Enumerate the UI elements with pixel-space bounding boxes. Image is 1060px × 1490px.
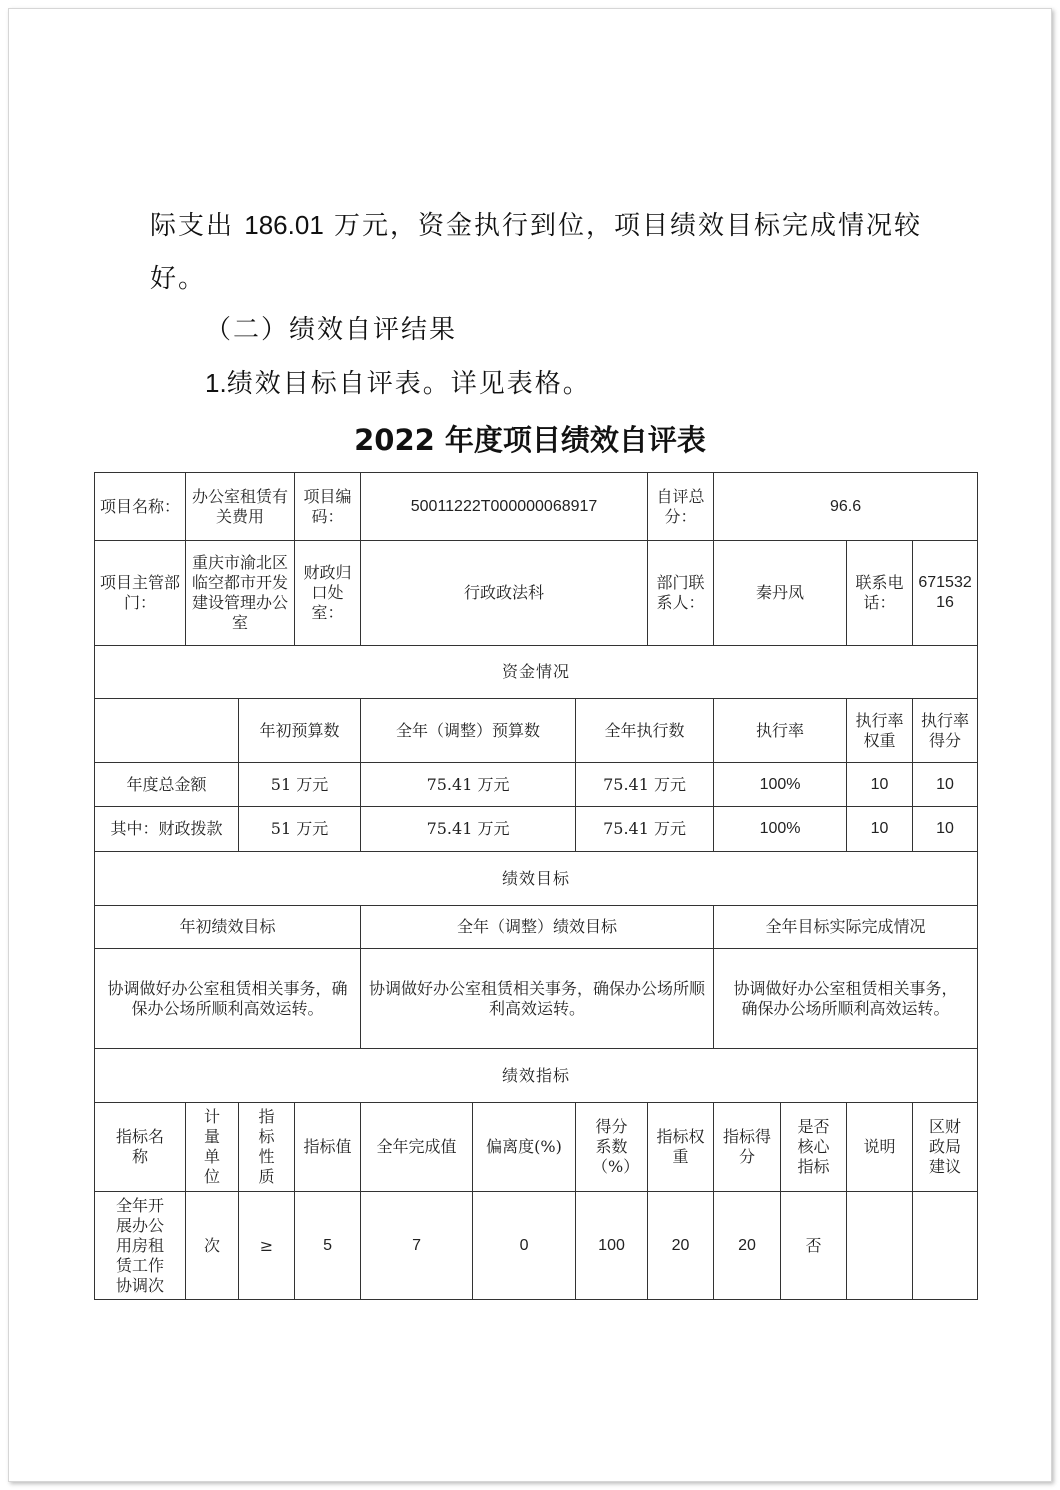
ind-header-coef: 得分系数（%） xyxy=(576,1103,648,1192)
ind-coef: 100 xyxy=(576,1192,648,1300)
body-line-2: 好。 xyxy=(150,264,207,294)
goals-header-initial: 年初绩效目标 xyxy=(95,906,361,949)
indicators-section-header: 绩效指标 xyxy=(95,1049,978,1103)
funds-row-label: 其中：财政拨款 xyxy=(95,807,239,852)
funds-rate: 100% xyxy=(714,807,847,852)
goal-initial: 协调做好办公室租赁相关事务，确保办公场所顺利高效运转。 xyxy=(95,949,361,1049)
funds-executed: 75.41 万元 xyxy=(576,763,714,807)
funds-score: 10 xyxy=(913,807,978,852)
ind-header-weight: 指标权重 xyxy=(648,1103,714,1192)
body-line-1: 际支出 186.01 万元，资金执行到位，项目绩效目标完成情况较 xyxy=(150,210,923,241)
funds-row-label: 年度总金额 xyxy=(95,763,239,807)
ind-header-note: 说明 xyxy=(847,1103,913,1192)
funds-header-initial: 年初预算数 xyxy=(239,699,361,763)
funds-header-rate-weight: 执行率权重 xyxy=(847,699,913,763)
ind-header-unit: 计量单位 xyxy=(186,1103,239,1192)
goals-header-actual: 全年目标实际完成情况 xyxy=(714,906,978,949)
funds-adjusted: 75.41 万元 xyxy=(361,807,576,852)
funds-rate: 100% xyxy=(714,763,847,807)
goal-actual: 协调做好办公室租赁相关事务，确保办公场所顺利高效运转。 xyxy=(714,949,978,1049)
ind-name: 全年开展办公用房租赁工作协调次 xyxy=(95,1192,186,1300)
project-code: 50011222T000000068917 xyxy=(361,473,648,541)
contact-value: 秦丹凤 xyxy=(714,541,847,646)
funds-weight: 10 xyxy=(847,807,913,852)
ind-header-nature: 指标性质 xyxy=(239,1103,295,1192)
section-heading: （二）绩效自评结果 xyxy=(205,315,458,345)
ind-header-core: 是否核心指标 xyxy=(781,1103,847,1192)
finance-value: 行政政法科 xyxy=(361,541,648,646)
project-name: 办公室租赁有关费用 xyxy=(186,473,295,541)
goal-adjusted: 协调做好办公室租赁相关事务，确保办公场所顺利高效运转。 xyxy=(361,949,714,1049)
funds-executed: 75.41 万元 xyxy=(576,807,714,852)
funds-weight: 10 xyxy=(847,763,913,807)
funds-header-rate-score: 执行率得分 xyxy=(913,699,978,763)
table-title: 2022 年度项目绩效自评表 xyxy=(354,423,706,457)
phone-value: 67153216 xyxy=(913,541,978,646)
funds-row-total xyxy=(95,763,978,807)
goals-section-header: 绩效目标 xyxy=(95,852,978,906)
dept-value: 重庆市渝北区临空都市开发建设管理办公室 xyxy=(186,541,295,646)
project-code-label: 项目编码： xyxy=(295,473,361,541)
ind-header-score: 指标得分 xyxy=(714,1103,781,1192)
funds-row-fiscal xyxy=(95,807,978,852)
ind-header-deviation: 偏离度(%) xyxy=(473,1103,576,1192)
contact-label: 部门联系人： xyxy=(648,541,714,646)
ind-header-suggestion: 区财政局建议 xyxy=(913,1103,978,1192)
evaluation-table xyxy=(94,472,978,1300)
ind-actual: 7 xyxy=(361,1192,473,1300)
funds-initial: 51 万元 xyxy=(239,763,361,807)
funds-header-adjusted: 全年（调整）预算数 xyxy=(361,699,576,763)
ind-nature: ≥ xyxy=(239,1192,295,1300)
dept-label: 项目主管部门： xyxy=(95,541,186,646)
funds-initial: 51 万元 xyxy=(239,807,361,852)
ind-target: 5 xyxy=(295,1192,361,1300)
finance-label: 财政归口处室： xyxy=(295,541,361,646)
indicator-row xyxy=(95,1192,978,1300)
funds-header-executed: 全年执行数 xyxy=(576,699,714,763)
funds-section-header: 资金情况 xyxy=(95,646,978,699)
funds-adjusted: 75.41 万元 xyxy=(361,763,576,807)
ind-weight: 20 xyxy=(648,1192,714,1300)
ind-header-target: 指标值 xyxy=(295,1103,361,1192)
funds-header-blank xyxy=(95,699,239,763)
ind-header-actual: 全年完成值 xyxy=(361,1103,473,1192)
ind-header-name: 指标名称 xyxy=(95,1103,186,1192)
total-score: 96.6 xyxy=(714,473,978,541)
phone-label: 联系电话： xyxy=(847,541,913,646)
ind-score: 20 xyxy=(714,1192,781,1300)
project-name-label: 项目名称： xyxy=(95,473,186,541)
ind-unit: 次 xyxy=(186,1192,239,1300)
goals-header-adjusted: 全年（调整）绩效目标 xyxy=(361,906,714,949)
funds-score: 10 xyxy=(913,763,978,807)
item-1: 1.绩效目标自评表。详见表格。 xyxy=(205,368,591,399)
ind-suggestion xyxy=(913,1192,978,1300)
ind-deviation: 0 xyxy=(473,1192,576,1300)
ind-core: 否 xyxy=(781,1192,847,1300)
score-label: 自评总分： xyxy=(648,473,714,541)
funds-header-rate: 执行率 xyxy=(714,699,847,763)
ind-note xyxy=(847,1192,913,1300)
